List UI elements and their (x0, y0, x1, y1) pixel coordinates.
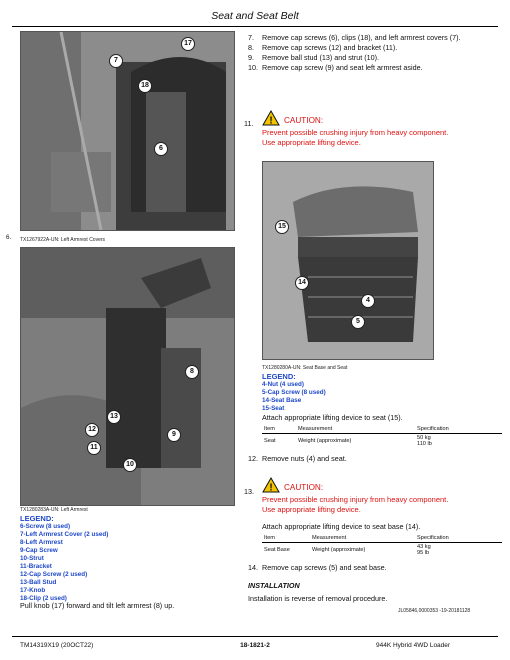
legend-item: 18-Clip (2 used) (20, 595, 67, 602)
seat-base-photo (262, 161, 434, 360)
legend-title: LEGEND: (262, 372, 296, 381)
spec-value (415, 543, 502, 558)
footer-doc-id: TM14319X19 (20OCT22) (20, 642, 94, 649)
legend-item: 8-Left Armrest (20, 539, 63, 546)
caution-line-2: Use appropriate lifting device. (262, 505, 361, 514)
spec-item: Seat Base (264, 547, 290, 553)
photo-illustration (21, 32, 234, 230)
callout-17: 17 (181, 37, 195, 51)
legend-item: 4-Nut (4 used) (262, 381, 304, 388)
step-11-number: 11. (244, 119, 254, 128)
caution-line-1: Prevent possible crushing injury from heavy component. (262, 128, 449, 137)
header-rule (12, 26, 498, 27)
svg-text:!: ! (269, 482, 273, 493)
spec-header-specification: Specification (415, 534, 502, 543)
installation-heading: INSTALLATION (248, 581, 300, 590)
page-title: Seat and Seat Belt (211, 10, 299, 22)
left-bottom-caption: TX1280283A-UN: Left Armrest (20, 507, 88, 513)
callout-11: 11 (87, 441, 101, 455)
step-13-number: 13. (244, 487, 254, 496)
spec-header-specification: Specification (415, 425, 502, 434)
right-photo-caption: TX1280280A-UN: Seat Base and Seat (262, 365, 348, 371)
callout-8: 8 (185, 365, 199, 379)
legend-item: 7-Left Armrest Cover (2 used) (20, 531, 109, 538)
armrest-instruction: Pull knob (17) forward and tilt left armrest (8) up. (20, 601, 175, 610)
footer-rule (12, 636, 498, 637)
step-6-number: 6. (6, 234, 12, 241)
callout-5: 5 (351, 315, 365, 329)
callout-15: 15 (275, 220, 289, 234)
spec-imperial: 95 lb (417, 550, 430, 556)
legend-item: 17-Knob (20, 587, 46, 594)
step-12: 12. Remove nuts (4) and seat. (248, 454, 347, 463)
step-7: 7. Remove cap screws (6), clips (18), and left armrest covers (7). (248, 33, 461, 42)
caution-heading: CAUTION: (284, 483, 324, 492)
caution-heading: CAUTION: (284, 116, 324, 125)
spec-header-measurement: Measurement (296, 425, 415, 434)
attach-seat-base-instruction: Attach appropriate lifting device to seat base (14). (262, 522, 421, 531)
legend-item: 15-Seat (262, 405, 285, 412)
legend-list (20, 523, 108, 603)
steps-7-10 (248, 33, 506, 73)
spec-header-item: Item (262, 425, 296, 434)
callout-14: 14 (295, 276, 309, 290)
spec-header-measurement: Measurement (310, 534, 415, 543)
legend-list (262, 381, 326, 413)
footer-machine: 944K Hybrid 4WD Loader (376, 642, 451, 649)
spec-measurement: Weight (approximate) (298, 438, 352, 444)
step-9: 9. Remove ball stud (13) and strut (10). (248, 53, 380, 62)
callout-7: 7 (109, 54, 123, 68)
legend-title: LEGEND: (20, 514, 54, 523)
spec-table-seat (262, 425, 502, 448)
photo-illustration (263, 162, 433, 359)
warning-triangle-icon (262, 110, 280, 126)
spec-value (415, 434, 502, 449)
legend-item: 6-Screw (8 used) (20, 523, 71, 530)
left-armrest-photo (20, 247, 235, 506)
spec-table-seat-base (262, 534, 502, 557)
spec-header-item: Item (262, 534, 310, 543)
spec-metric: 50 kg (417, 435, 431, 441)
spec-measurement: Weight (approximate) (312, 547, 366, 553)
legend-item: 14-Seat Base (262, 397, 302, 404)
spec-imperial: 110 lb (417, 441, 432, 447)
legend-item: 11-Bracket (20, 563, 52, 570)
callout-10: 10 (123, 458, 137, 472)
step-8: 8. Remove cap screws (12) and bracket (11). (248, 43, 398, 52)
document-reference: JL05846,0000353 -19-20181128 (398, 608, 471, 614)
legend-item: 12-Cap Screw (2 used) (20, 571, 88, 578)
callout-13: 13 (107, 410, 121, 424)
step-10: 10. Remove cap screw (9) and seat left armrest aside. (248, 63, 423, 72)
spec-item: Seat (264, 438, 276, 444)
caution-line-2: Use appropriate lifting device. (262, 138, 361, 147)
left-top-caption: TX1267922A-UN: Left Armrest Covers (20, 237, 106, 243)
left-armrest-covers-photo (20, 31, 235, 231)
legend-item: 9-Cap Screw (20, 547, 58, 554)
callout-18: 18 (138, 79, 152, 93)
warning-triangle-icon (262, 477, 280, 493)
installation-text: Installation is reverse of removal procedure. (248, 594, 388, 603)
callout-6: 6 (154, 142, 168, 156)
svg-text:!: ! (269, 115, 273, 126)
attach-seat-instruction: Attach appropriate lifting device to seat (15). (262, 413, 403, 422)
spec-metric: 43 kg (417, 544, 431, 550)
legend-item: 5-Cap Screw (8 used) (262, 389, 326, 396)
step-14: 14. Remove cap screws (5) and seat base. (248, 563, 387, 572)
legend-item: 10-Strut (20, 555, 44, 562)
callout-9: 9 (167, 428, 181, 442)
legend-item: 13-Ball Stud (20, 579, 57, 586)
footer-page-number: 18-1821-2 (240, 642, 270, 649)
caution-line-1: Prevent possible crushing injury from heavy component. (262, 495, 449, 504)
callout-12: 12 (85, 423, 99, 437)
callout-4: 4 (361, 294, 375, 308)
